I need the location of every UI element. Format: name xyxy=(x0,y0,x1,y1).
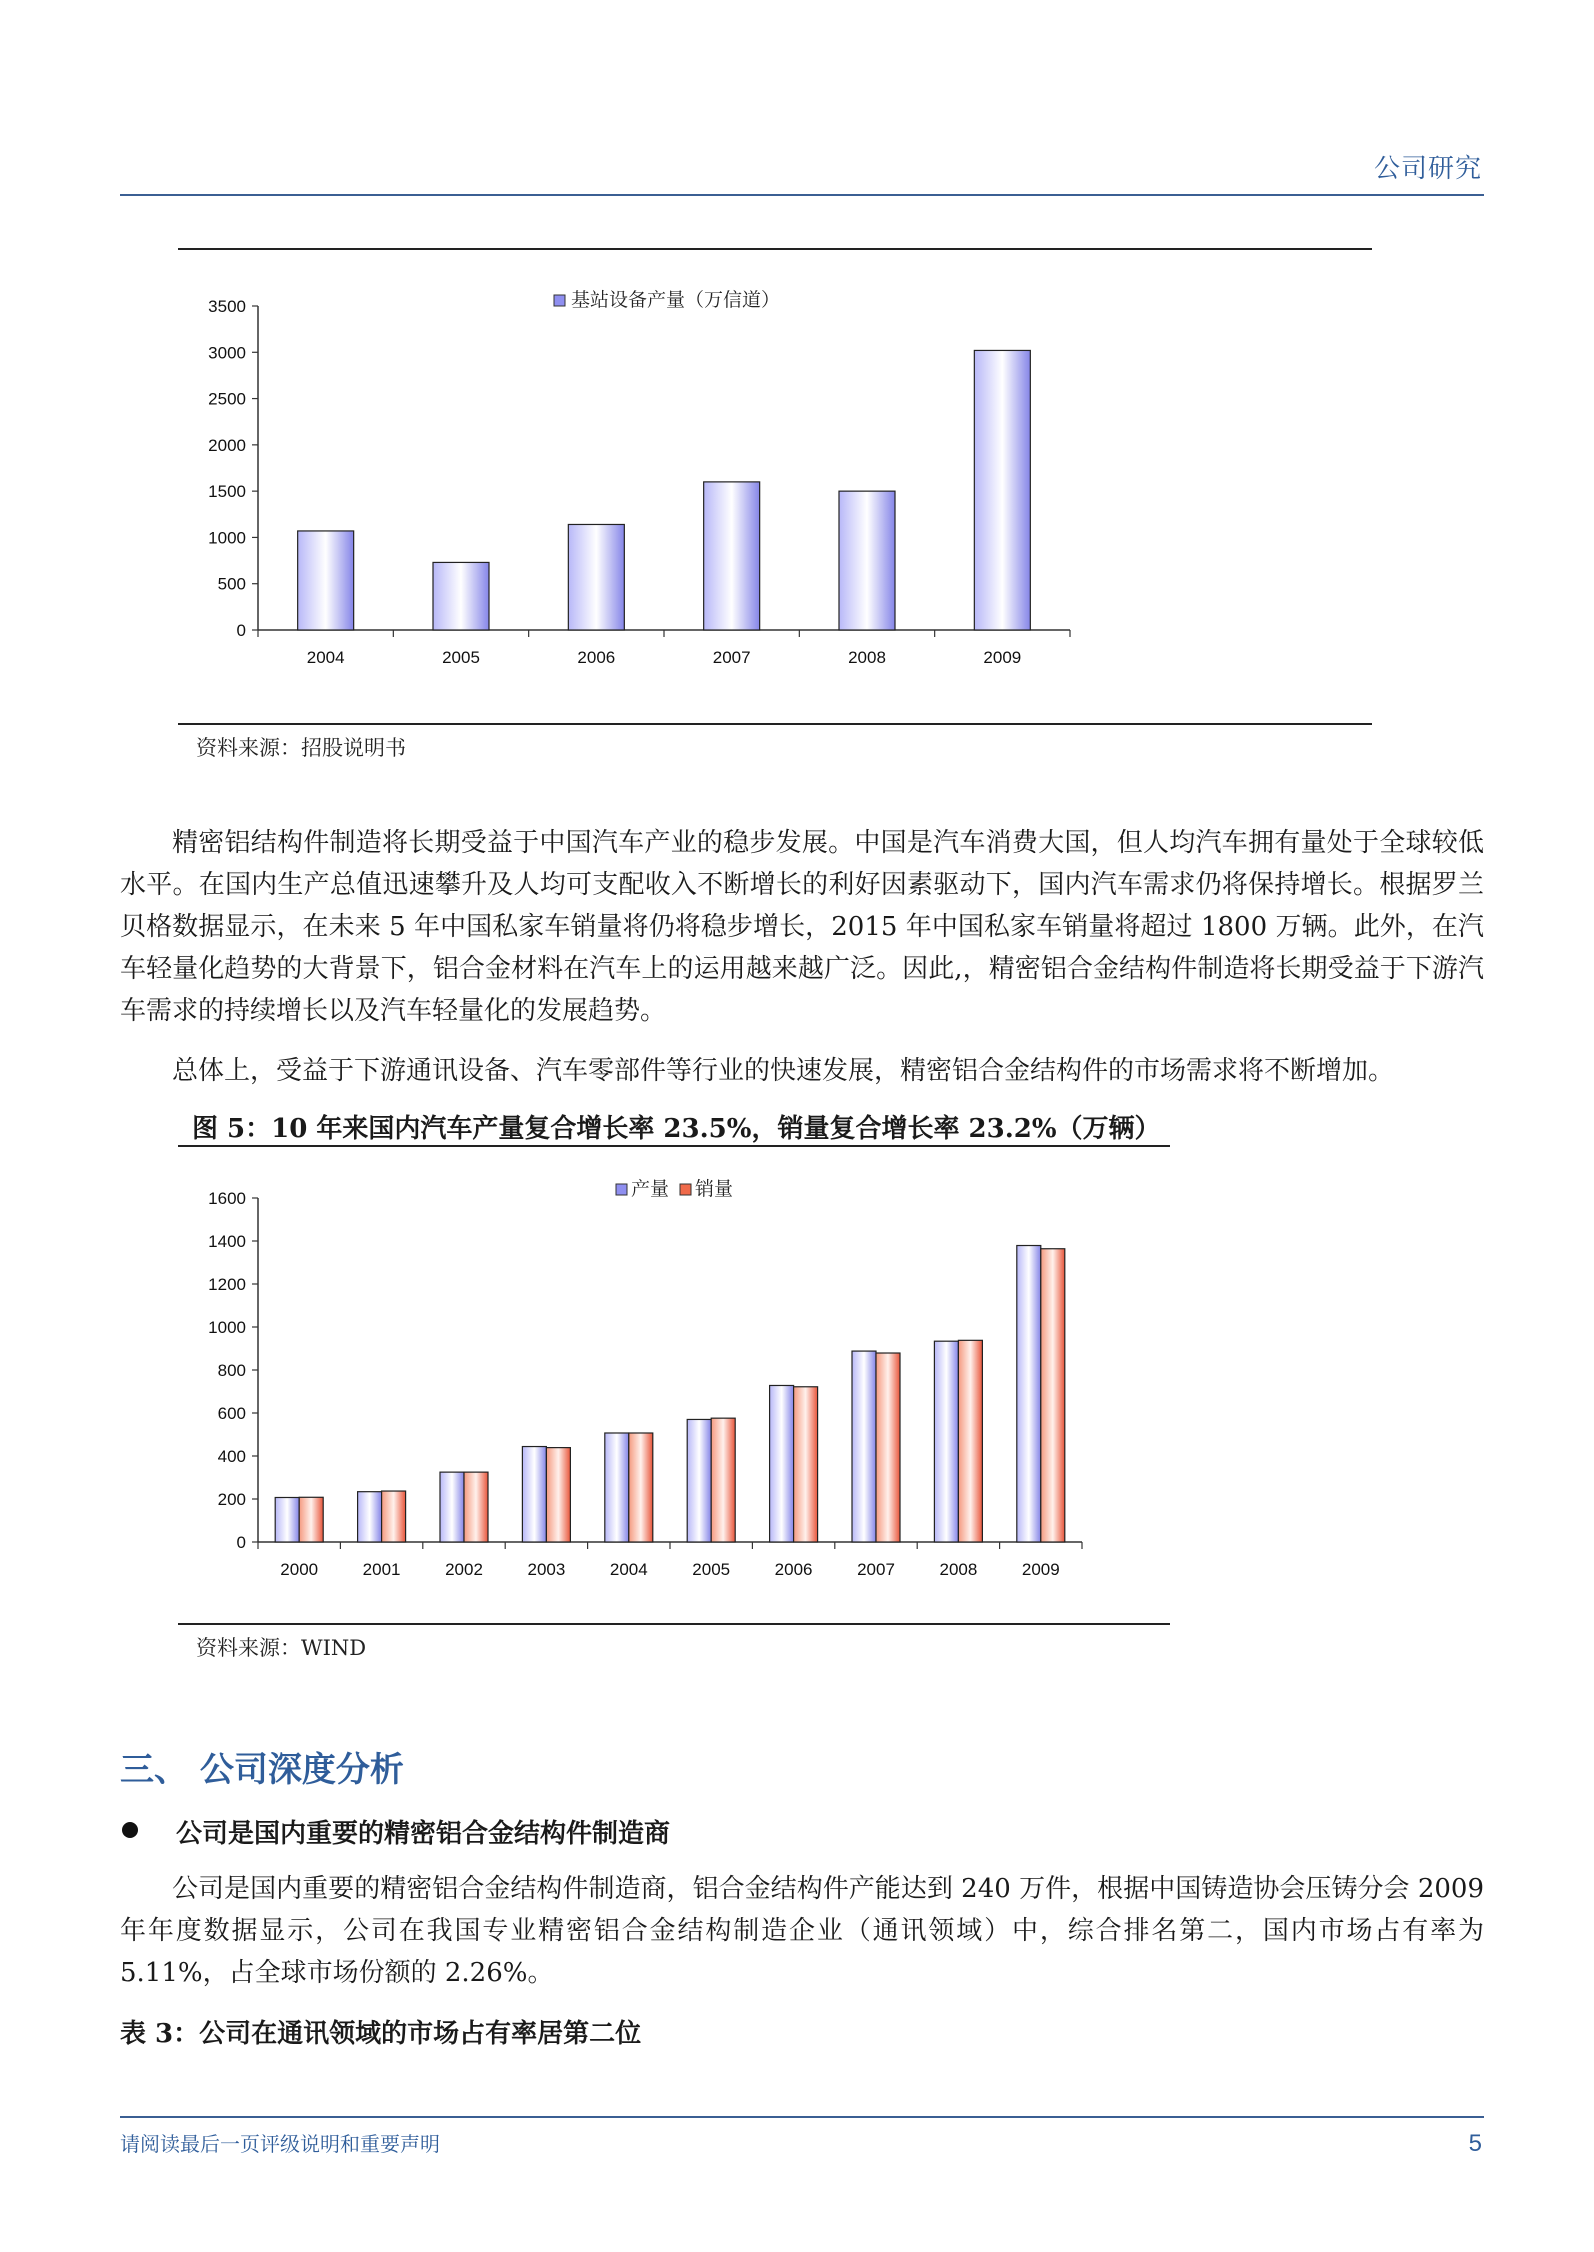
bar-series2-2002 xyxy=(464,1472,488,1542)
y-tick-label: 3500 xyxy=(208,297,246,316)
chart2-top-rule xyxy=(178,1145,1170,1147)
bar-series1-2002 xyxy=(440,1472,464,1542)
x-tick-label: 2004 xyxy=(609,1560,648,1579)
y-tick-label: 0 xyxy=(236,1533,246,1552)
bar-series2-2004 xyxy=(629,1433,653,1542)
x-tick-label: 2007 xyxy=(857,1560,895,1579)
y-tick-label: 200 xyxy=(217,1490,246,1509)
y-tick-label: 1000 xyxy=(208,528,246,548)
bar-series2-2001 xyxy=(382,1491,406,1542)
chart2-source: 资料来源：WIND xyxy=(196,1636,367,1660)
bar-series1-2006 xyxy=(770,1385,794,1542)
bar-series2-2006 xyxy=(794,1387,818,1542)
x-tick-label: 2008 xyxy=(939,1560,978,1579)
y-tick-label: 1000 xyxy=(208,1318,246,1337)
header-title: 公司研究 xyxy=(1373,154,1482,184)
x-tick-label: 2008 xyxy=(848,648,886,667)
y-tick-label: 1200 xyxy=(208,1275,246,1294)
chart1-top-rule xyxy=(178,248,1372,250)
y-tick-label: 400 xyxy=(217,1447,246,1466)
chart1-legend xyxy=(554,289,780,311)
figure5-caption: 图 5：10 年来国内汽车产量复合增长率 23.5%，销量复合增长率 23.2%（万辆） xyxy=(192,1114,1161,1144)
bar-series2-2008 xyxy=(958,1340,982,1542)
chart2-legend-swatch-production xyxy=(616,1184,627,1195)
y-tick-label: 1600 xyxy=(208,1189,246,1208)
chart1-legend-label: 基站设备产量（万信道） xyxy=(571,289,781,311)
bar-series1-2009 xyxy=(974,350,1030,630)
bar-series2-2000 xyxy=(299,1497,323,1542)
footer-disclaimer: 请阅读最后一页评级说明和重要声明 xyxy=(120,2132,440,2156)
bar-series2-2009 xyxy=(1041,1249,1065,1542)
y-tick-label: 500 xyxy=(217,574,246,594)
bar-series1-2008 xyxy=(839,491,895,630)
bar-series1-2007 xyxy=(852,1351,876,1542)
bar-series1-2004 xyxy=(298,531,354,630)
chart1-source: 资料来源：招股说明书 xyxy=(196,736,406,760)
x-tick-label: 2000 xyxy=(280,1560,319,1579)
footer-divider xyxy=(120,2116,1484,2118)
y-tick-label: 600 xyxy=(217,1404,246,1423)
x-tick-label: 2001 xyxy=(362,1560,401,1579)
chart2-auto-production-sales xyxy=(178,1162,1098,1602)
body-paragraph-summary: 总体上，受益于下游通讯设备、汽车零部件等行业的快速发展，精密铝合金结构件的市场需求将不断增加。 xyxy=(172,1056,1395,1086)
chart1-base-station-output xyxy=(178,270,1098,690)
chart2-legend xyxy=(616,1178,733,1200)
page-number: 5 xyxy=(1468,2130,1482,2157)
x-tick-label: 2009 xyxy=(983,648,1022,667)
bar-series2-2003 xyxy=(546,1448,570,1542)
bar-series1-2009 xyxy=(1017,1246,1041,1542)
bar-series1-2004 xyxy=(605,1433,629,1542)
chart2-legend-sales: 销量 xyxy=(695,1178,734,1200)
bar-series1-2005 xyxy=(433,562,489,630)
y-tick-label: 1400 xyxy=(208,1232,246,1251)
chart1-legend-swatch xyxy=(554,295,565,306)
x-tick-label: 2002 xyxy=(445,1560,483,1579)
bar-series1-2005 xyxy=(687,1419,711,1542)
chart2-legend-swatch-sales xyxy=(680,1184,691,1195)
x-tick-label: 2003 xyxy=(527,1560,566,1579)
chart2-legend-production: 产量 xyxy=(631,1178,670,1200)
chart1-bottom-rule xyxy=(178,723,1372,725)
x-tick-label: 2005 xyxy=(442,648,480,667)
x-tick-label: 2006 xyxy=(577,648,616,667)
bar-series2-2007 xyxy=(876,1353,900,1542)
bar-series1-2003 xyxy=(522,1447,546,1542)
y-tick-label: 3000 xyxy=(208,343,246,363)
bar-series1-2008 xyxy=(934,1341,958,1542)
y-tick-label: 800 xyxy=(217,1361,246,1380)
bar-series2-2005 xyxy=(711,1418,735,1542)
chart2-bottom-rule xyxy=(178,1623,1170,1625)
x-tick-label: 2005 xyxy=(692,1560,731,1579)
bullet-heading: 公司是国内重要的精密铝合金结构件制造商 xyxy=(176,1819,671,1849)
bar-series1-2006 xyxy=(568,524,624,630)
x-tick-label: 2004 xyxy=(306,648,345,667)
body-paragraph-auto: 精密铝结构件制造将长期受益于中国汽车产业的稳步发展。中国是汽车消费大国，但人均汽车拥有量处于全球较低水平。在国内生产总值迅速攀升及人均可支配收入不断增长的利好因素驱动下，国内汽车需求仍将保持增长。根据罗兰贝格数据显示，在未来 5 年中国私家车销量将仍将稳步增长，2015 年中国私家车销量将超过 1800 万辆。此外，在汽车轻量化趋势的大背景下，铝合金材料在汽车上的运用越来越广泛。因此,，精密铝合金结构件制造将长期受益于下游汽车需求的持续增长以及汽车轻量化的发展趋势。 xyxy=(120,828,1484,1026)
header-divider xyxy=(120,194,1484,196)
y-tick-label: 2000 xyxy=(208,435,246,455)
bar-series1-2007 xyxy=(704,482,760,630)
bar-series1-2001 xyxy=(358,1492,382,1542)
section-title: 三、 公司深度分析 xyxy=(120,1750,404,1790)
body-paragraph-company: 公司是国内重要的精密铝合金结构件制造商，铝合金结构件产能达到 240 万件，根据中国铸造协会压铸分会 2009 年年度数据显示，公司在我国专业精密铝合金结构制造企业（通讯领域）中，综合排名第二，国内市场占有率为 5.11%，占全球市场份额的 2.26%。 xyxy=(120,1874,1484,1988)
bar-series1-2000 xyxy=(275,1497,299,1542)
y-tick-label: 0 xyxy=(236,621,246,640)
table3-caption: 表 3：公司在通讯领域的市场占有率居第二位 xyxy=(120,2019,642,2049)
bullet-dot-icon xyxy=(122,1822,138,1838)
x-tick-label: 2009 xyxy=(1021,1560,1060,1579)
x-tick-label: 2007 xyxy=(712,648,751,667)
y-tick-label: 1500 xyxy=(208,482,246,502)
x-tick-label: 2006 xyxy=(774,1560,813,1579)
y-tick-label: 2500 xyxy=(208,389,246,409)
